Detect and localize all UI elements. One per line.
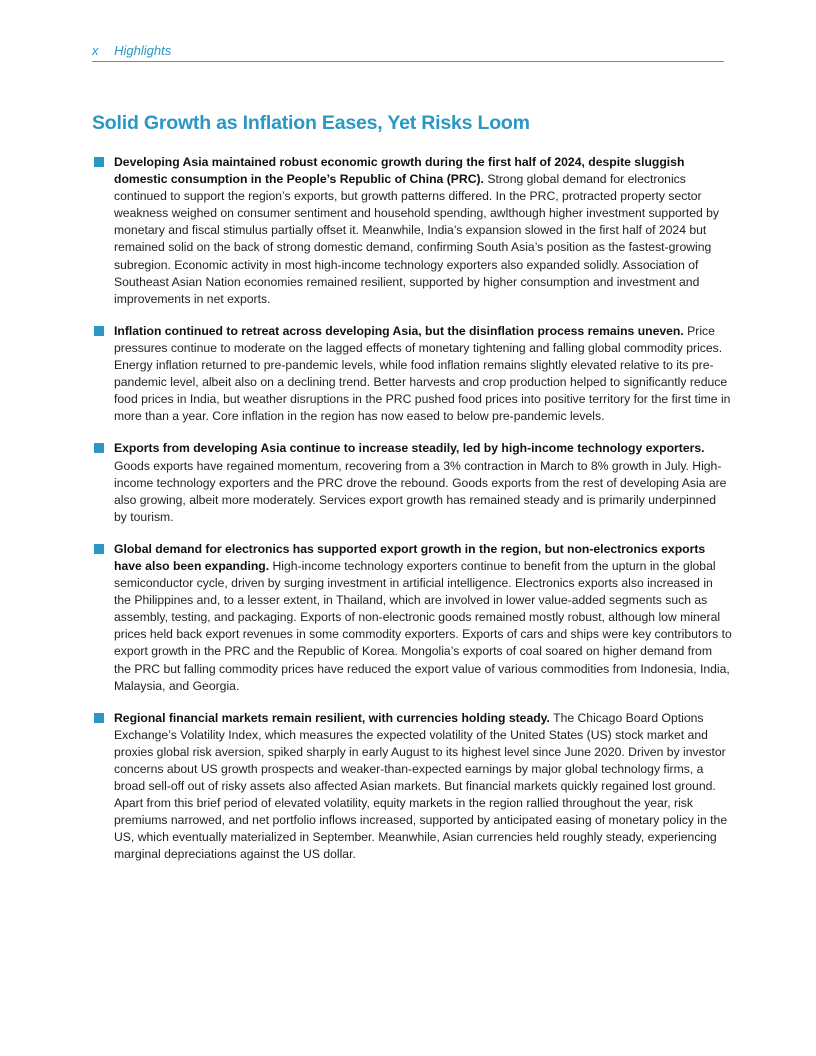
square-bullet-icon [94, 326, 104, 336]
square-bullet-icon [94, 157, 104, 167]
bullet-item [92, 440, 732, 525]
bullet-body: Goods exports have regained momentum, recovering from a 3% contraction in March to 8% growth in July. High-income technology exporters and the PRC drove the rebound. Goods exports from the rest of developing Asia are also growing, albeit more moderately. Services export growth has remained steady and is primarily underpinned by tourism. [114, 458, 727, 524]
running-header [92, 43, 724, 62]
bullet-lead: Developing Asia maintained robust economic growth during the first half of 2024, despite sluggish domestic consumption in the People’s Republic of China (PRC). [114, 155, 685, 187]
bullet-item [92, 154, 732, 308]
bullet-body: Strong global demand for electronics continued to support the region’s exports, but growth patterns differed. In the PRC, protracted property sector weakness weighed on consumer sentiment and household spending, awlthough higher investment supported by monetary and fiscal stimulus partially offset it. Meanwhile, India’s expansion slowed in the first half of 2024 but remained solid on the back of strong domestic demand, confirming South Asia’s position as the fastest-growing subregion. Economic activity in most high-income technology exporters also expanded solidly. Association of Southeast Asian Nation economies remained resilient, supported by higher consumption and investment and improvements in net exports. [114, 172, 720, 306]
bullet-item [92, 541, 732, 695]
bullet-lead: Exports from developing Asia continue to increase steadily, led by high-income technology exporters. [114, 441, 705, 456]
section-title: Solid Growth as Inflation Eases, Yet Risks Loom [92, 112, 530, 134]
square-bullet-icon [94, 443, 104, 453]
bullet-body: Price pressures continue to moderate on the lagged effects of monetary tightening and falling global commodity prices. Energy inflation returned to pre-pandemic levels, while food inflation remains slightly elevated relative to its pre-pandemic level, albeit also on a declining trend. Better harvests and crop production helped to significantly reduce food prices in India, but weather disruptions in the PRC pushed food prices into positive territory for the first time in more than a year. Core inflation in the region has now eased to below pre-pandemic levels. [114, 323, 731, 424]
bullet-lead: Inflation continued to retreat across developing Asia, but the disinflation process remains uneven. [114, 323, 684, 338]
bullet-item [92, 323, 732, 426]
bullet-lead: Global demand for electronics has supported export growth in the region, but non-electronics exports have also been expanding. [114, 541, 706, 573]
square-bullet-icon [94, 544, 104, 554]
page-number: x [92, 43, 99, 58]
bullet-item [92, 710, 732, 864]
highlights-bullet-list [92, 154, 732, 879]
bullet-body: High-income technology exporters continue to benefit from the upturn in the global semiconductor cycle, driven by surging investment in artificial intelligence. Electronics exports also increased in the Philippines and, to a lesser extent, in Thailand, which are involved in lower value-added segments such as assembly, testing, and packaging. Exports of non-electronic goods remained mostly robust, although low mineral prices held back export revenues in some commodity exporters. Exports of cars and ships were key contributors to export growth in the PRC and the Republic of Korea. Mongolia’s exports of coal soared on higher demand from the PRC but falling commodity prices have reduced the export value of various commodities from Indonesia, India, Malaysia, and Georgia. [114, 558, 732, 693]
running-section-title: Highlights [114, 43, 172, 58]
bullet-lead: Regional financial markets remain resilient, with currencies holding steady. [114, 710, 550, 725]
square-bullet-icon [94, 713, 104, 723]
bullet-body: The Chicago Board Options Exchange’s Volatility Index, which measures the expected volatility of the United States (US) stock market and proxies global risk aversion, spiked sharply in early August to its highest level since June 2020. Driven by investor concerns about US growth prospects and weaker-than-expected earnings by major global technology firms, a broad sell-off out of risky assets also affected Asian markets. But financial markets quickly regained lost ground. Apart from this brief period of elevated volatility, equity markets in the region rallied throughout the year, risk premiums narrowed, and net portfolio inflows increased, supported by anticipated easing of monetary policy in the US, which eventually materialized in September. Meanwhile, Asian currencies held roughly steady, experiencing marginal depreciations against the US dollar. [114, 710, 728, 862]
